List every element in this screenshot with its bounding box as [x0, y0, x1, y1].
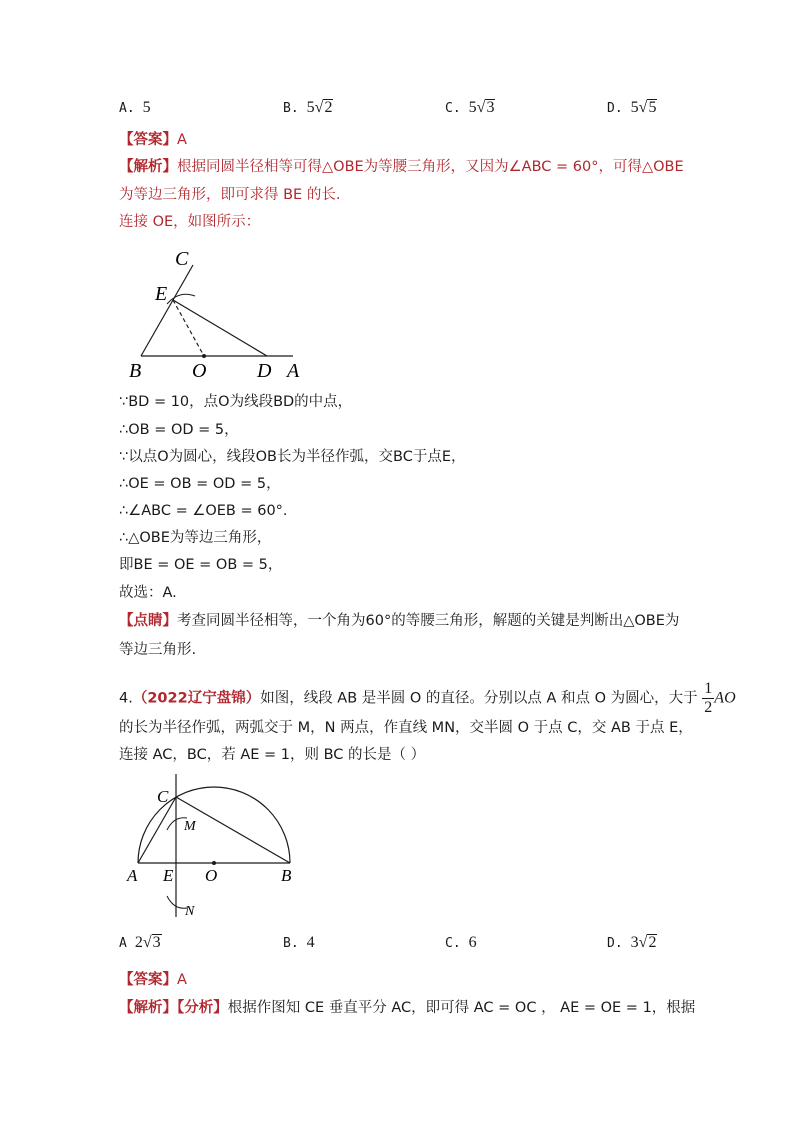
q4-answer: 【答案】A [119, 972, 187, 988]
label-a: A [287, 360, 300, 382]
q3-step-1: ∵BD = 10，点O为线段BD的中点， [119, 394, 353, 410]
q3-option-d: D. 5√5 [607, 99, 657, 116]
q3-comment-line2: 等边三角形. [119, 642, 197, 658]
q3-option-b: B. 5√2 [283, 99, 333, 116]
point-o [202, 354, 206, 358]
label-c: C [175, 248, 189, 270]
label-o: O [205, 866, 218, 885]
label-m: M [184, 819, 196, 834]
label-n: N [185, 904, 195, 919]
line-ac [138, 797, 176, 863]
q4-question-line3: 连接 AC，BC，若 AE = 1，则 BC 的长是（ ） [119, 747, 426, 763]
fraction-one-half: $\frac{1}{2}$ [704, 680, 713, 716]
q4-analysis: 【解析】【分析】根据作图知 CE 垂直平分 AC，即可得 AC = OC ， AE = OE = 1，根据 [119, 1000, 696, 1016]
q4-option-b: B. 4 [283, 934, 315, 951]
label-e: E [155, 283, 168, 305]
q4-question-line1: 4.（2022辽宁盘锦）如图，线段 AB 是半圆 O 的直径。分别以点 A 和点 O 为圆心，大于 $\frac{1}{2}$ AO [119, 680, 736, 716]
q3-step-6: ∴△OBE为等边三角形， [119, 530, 272, 546]
q3-analysis-line2: 为等边三角形，即可求得 BE 的长. [119, 187, 341, 203]
label-o: O [192, 360, 207, 382]
q3-step-4: ∴OE = OB = OD = 5， [119, 476, 281, 492]
q3-step-7: 即BE = OE = OB = 5， [119, 557, 283, 573]
q3-step-5: ∴∠ABC = ∠OEB = 60°. [119, 503, 288, 519]
q3-option-c: C. 5√3 [445, 99, 495, 116]
label-b: B [281, 866, 292, 885]
q4-option-d: D. 3√2 [607, 934, 657, 951]
line-ed [173, 300, 267, 356]
q3-option-a: A. 5 [119, 99, 151, 116]
q3-analysis-line1: 【解析】根据同圆半径相等可得△OBE为等腰三角形，又因为∠ABC = 60°，可得△OBE [119, 159, 684, 175]
q3-step-3: ∵以点O为圆心，线段OB长为半径作弧，交BC于点E， [119, 449, 466, 465]
line-oe-dashed [173, 300, 204, 356]
q3-comment-line1: 【点睛】考查同圆半径相等，一个角为60°的等腰三角形，解题的关键是判断出△OBE为 [119, 613, 680, 629]
label-b: B [129, 360, 142, 382]
q3-connect-text: 连接 OE，如图所示： [119, 214, 261, 230]
q4-geometry-figure [119, 772, 319, 922]
label-a: A [127, 866, 138, 885]
q3-geometry-figure [119, 240, 319, 385]
q4-option-a: A 2√3 [119, 934, 161, 951]
label-d: D [257, 360, 272, 382]
q3-step-2: ∴OB = OD = 5， [119, 422, 239, 438]
arc-mark-n [167, 896, 187, 908]
q4-question-line2: 的长为半径作弧，两弧交于 M，N 两点，作直线 MN，交半圆 O 于点 C，交 AB 于点 E， [119, 720, 693, 736]
q3-answer: 【答案】A [119, 132, 187, 148]
label-e: E [163, 866, 174, 885]
label-c: C [157, 787, 169, 806]
line-bc [141, 265, 193, 356]
point-o [212, 861, 216, 865]
q4-option-c: C. 6 [445, 934, 477, 951]
q3-step-8: 故选：A. [119, 585, 177, 601]
